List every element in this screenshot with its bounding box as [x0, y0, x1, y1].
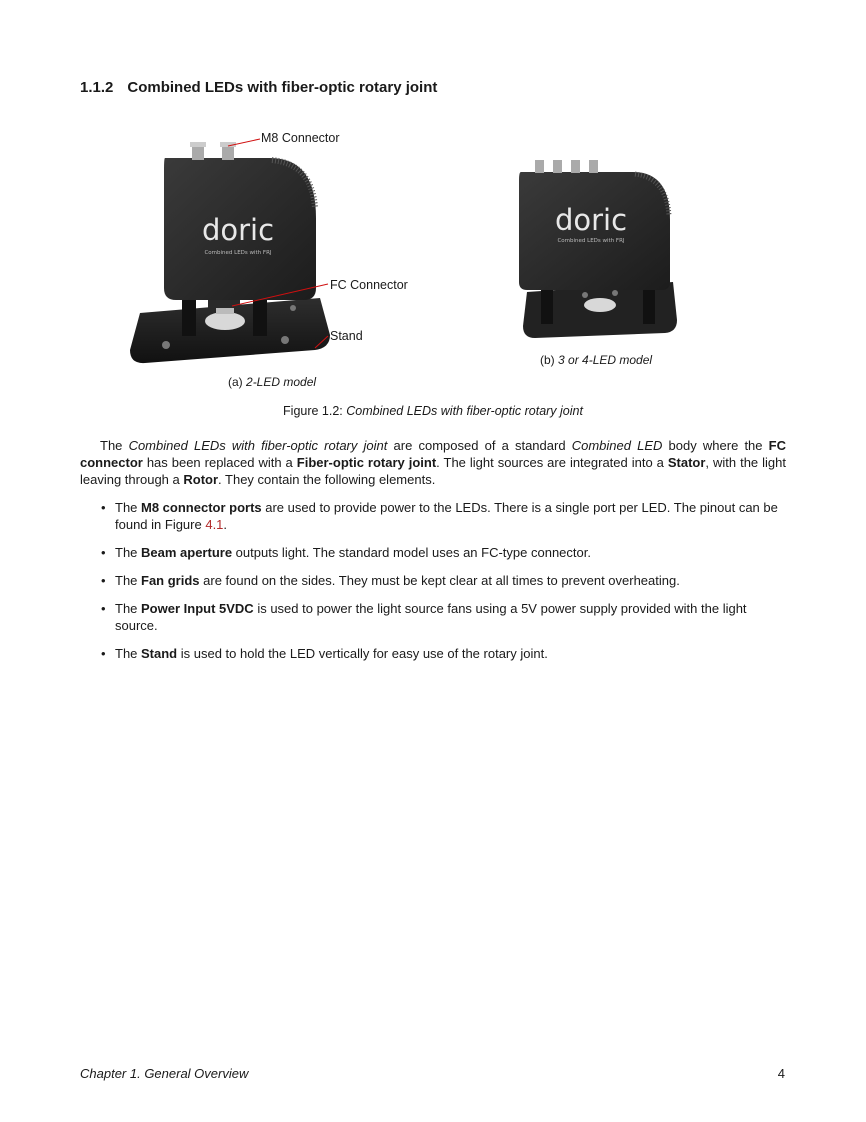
logo-text: doric: [554, 203, 628, 237]
subcaption-b-text: 3 or 4-LED model: [558, 353, 653, 367]
footer-chapter: Chapter 1. General Overview: [80, 1066, 249, 1081]
list-item: • The M8 connector ports are used to provide power to the LEDs. There is a single port per LED. The pinout can be found in Figure 4.1.: [101, 500, 778, 532]
figure-caption-text: Combined LEDs with fiber-optic rotary joint: [346, 404, 583, 418]
section-number: 1.1.2: [80, 79, 114, 96]
list-item: • The Power Input 5VDC is used to power the light source fans using a 5V power supply provided with the light source.: [101, 601, 747, 633]
figure-2-led-image: [120, 128, 440, 373]
list-item: • The Beam aperture outputs light. The standard model uses an FC-type connector.: [101, 545, 591, 560]
logo-subtext: Combined LEDs with FRJ: [557, 238, 625, 244]
elements-list: [80, 499, 786, 673]
callout-fc-connector: FC Connector: [330, 278, 408, 292]
footer-page-number: 4: [777, 1066, 785, 1081]
device-2-led-illustration: [120, 128, 440, 373]
figure-4-1-link[interactable]: 4.1: [205, 517, 224, 532]
figure-4-led-image: [505, 150, 695, 345]
logo-subtext: Combined LEDs with FRJ: [204, 250, 272, 256]
subcaption-a-label: (a): [228, 375, 243, 389]
device-4-led-illustration: [505, 150, 695, 345]
subcaption-a: [228, 375, 316, 389]
intro-paragraph: The Combined LEDs with fiber-optic rotary joint are composed of a standard Combined LED body where the FC connector has been replaced with a Fiber-optic rotary joint. The light sources are integrated into a Stator, with the light leaving through a Rotor. They contain the following elements.: [80, 438, 787, 487]
section-title: Combined LEDs with fiber-optic rotary joint: [127, 79, 438, 96]
figure-caption: [0, 404, 866, 418]
subcaption-a-text: 2-LED model: [246, 375, 317, 389]
section-heading: [80, 79, 437, 96]
figure-caption-label: Figure 1.2:: [283, 404, 343, 418]
subcaption-b: [540, 353, 652, 367]
list-item: • The Fan grids are found on the sides. They must be kept clear at all times to prevent overheating.: [101, 573, 680, 588]
callout-stand: Stand: [330, 329, 363, 343]
logo-text: doric: [201, 213, 275, 247]
list-item: • The Stand is used to hold the LED vertically for easy use of the rotary joint.: [101, 646, 548, 661]
callout-m8-connector: M8 Connector: [261, 131, 340, 145]
subcaption-b-label: (b): [540, 353, 555, 367]
